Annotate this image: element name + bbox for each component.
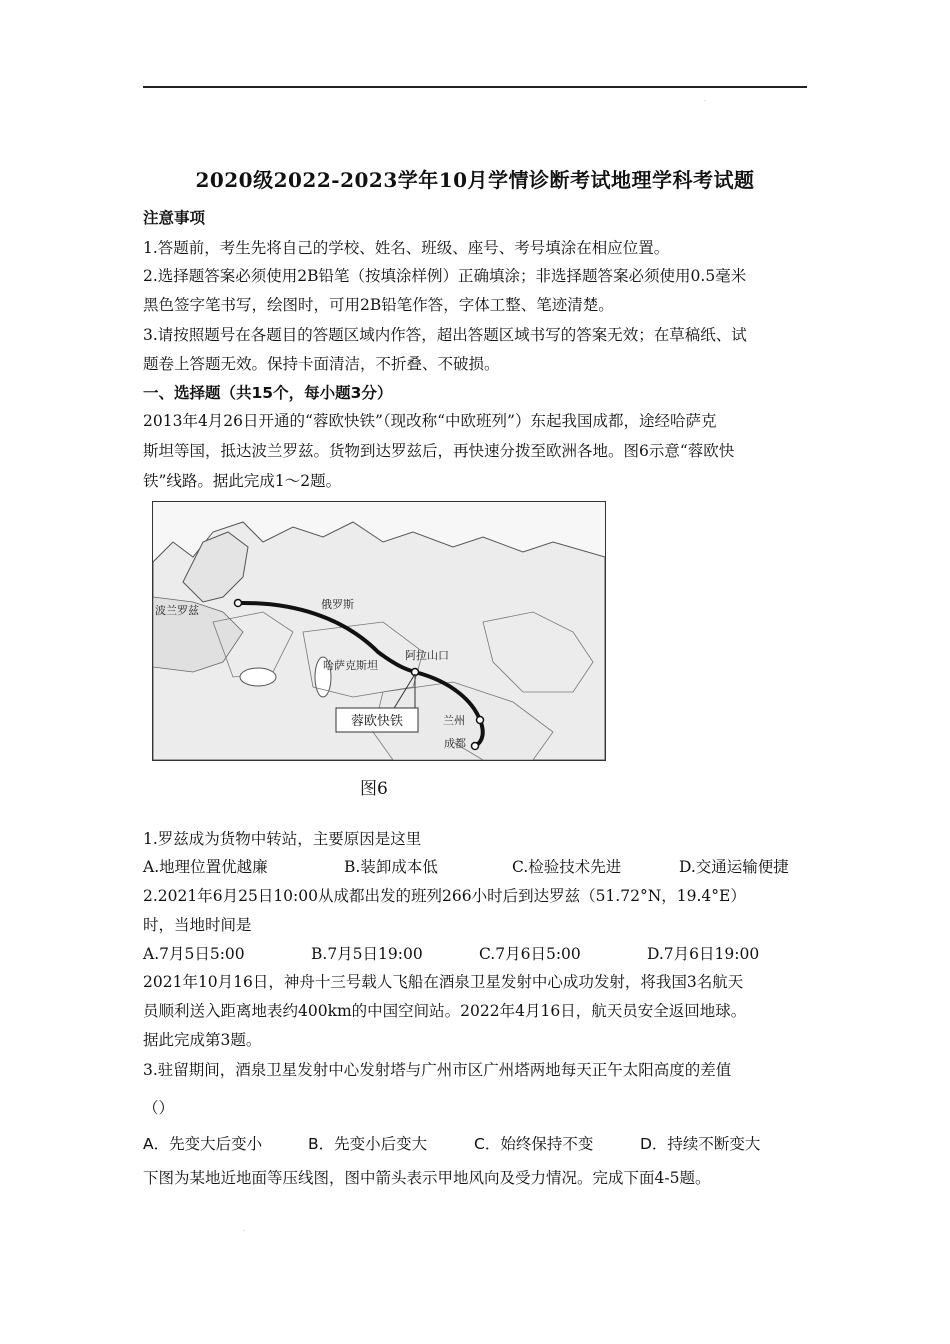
q3-stem-cont: （）	[143, 1099, 175, 1117]
route-map	[152, 501, 606, 761]
q2-stem: 2.2021年6月25日10:00从成都出发的班列266小时后到达罗兹（51.72°N，19.4°E）	[143, 887, 746, 905]
route-callout-label: 蓉欧快铁	[350, 714, 404, 729]
passage-line: 铁”线路。据此完成1～2题。	[143, 472, 342, 490]
q1-option-b: B.装卸成本低	[344, 858, 438, 876]
q3-stem: 3.驻留期间，酒泉卫星发射中心发射塔与广州市区广州塔两地每天正午太阳高度的差值	[143, 1061, 732, 1079]
passage-line: 员顺利送入距离地表约400km的中国空间站。2022年4月16日，航天员安全返回地球。	[143, 1002, 747, 1020]
notice-line: 1.答题前，考生先将自己的学校、姓名、班级、座号、考号填涂在相应位置。	[143, 239, 670, 257]
q2-option-d: D.7月6日19:00	[647, 945, 760, 963]
label-russia: 俄罗斯	[321, 598, 354, 611]
q1-option-d: D.交通运输便捷	[679, 858, 789, 876]
label-alashankou: 阿拉山口	[405, 649, 449, 662]
notice-line: 黑色签字笔书写，绘图时，可用2B铅笔作答，字体工整、笔迹清楚。	[143, 296, 614, 314]
decorative-dot: .	[704, 96, 706, 103]
passage-line: 据此完成第3题。	[143, 1031, 262, 1049]
q1-option-c: C.检验技术先进	[512, 858, 622, 876]
label-chengdu: 成都	[444, 737, 466, 750]
decorative-dot: .	[243, 1226, 245, 1233]
figure-caption: 图6	[360, 779, 388, 799]
header-rule	[143, 86, 807, 88]
notice-line: 2.选择题答案必须使用2B铅笔（按填涂样例）正确填涂；非选择题答案必须使用0.5毫米	[143, 267, 747, 285]
q2-option-c: C.7月6日5:00	[479, 945, 581, 963]
q2-option-a: A.7月5日5:00	[143, 945, 245, 963]
label-lodz: 波兰罗兹	[155, 604, 199, 617]
label-lanzhou: 兰州	[443, 714, 465, 727]
q3-option-b: B．先变小后变大	[308, 1135, 428, 1153]
q3-option-a: A．先变大后变小	[143, 1135, 263, 1153]
q3-option-c: C．始终保持不变	[474, 1135, 594, 1153]
notice-line: 题卷上答题无效。保持卡面清洁，不折叠、不破损。	[143, 355, 500, 373]
route-map-svg	[153, 502, 605, 760]
station-chengdu	[472, 743, 479, 750]
passage-line: 下图为某地近地面等压线图，图中箭头表示甲地风向及受力情况。完成下面4-5题。	[143, 1169, 711, 1187]
station-lodz	[235, 600, 242, 607]
page-title: 2020级2022-2023学年10月学情诊断考试地理学科考试题	[195, 168, 755, 192]
passage-line: 2013年4月26日开通的“蓉欧快铁”（现改称“中欧班列”）东起我国成都，途经哈萨克	[143, 412, 717, 430]
passage-line: 斯坦等国，抵达波兰罗兹。货物到达罗兹后，再快速分拨至欧洲各地。图6示意“蓉欧快	[143, 442, 735, 460]
label-kazakhstan: 哈萨克斯坦	[323, 659, 378, 672]
station-lanzhou	[477, 717, 484, 724]
section-heading: 一、选择题（共15个，每小题3分）	[143, 384, 393, 402]
q3-option-d: D．持续不断变大	[640, 1135, 761, 1153]
passage-line: 2021年10月16日，神舟十三号载人飞船在酒泉卫星发射中心成功发射，将我国3名航天	[143, 973, 744, 991]
notice-heading: 注意事项	[143, 209, 206, 227]
q1-option-a: A.地理位置优越廉	[143, 858, 268, 876]
q1-stem: 1.罗兹成为货物中转站，主要原因是这里	[143, 830, 422, 848]
q2-option-b: B.7月5日19:00	[311, 945, 423, 963]
q2-stem-cont: 时，当地时间是	[143, 916, 252, 934]
notice-line: 3.请按照题号在各题目的答题区域内作答，超出答题区域书写的答案无效；在草稿纸、试	[143, 326, 747, 344]
